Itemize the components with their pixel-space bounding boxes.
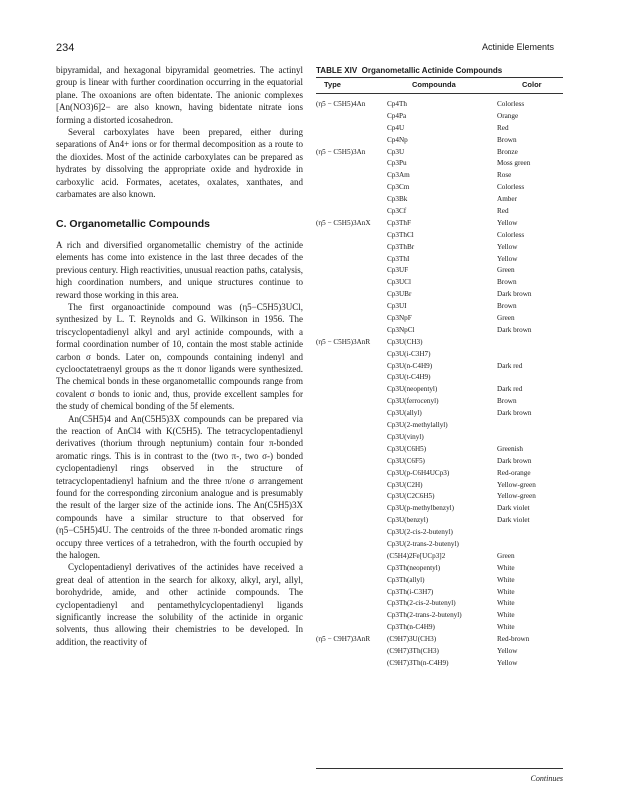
- page-number: 234: [56, 42, 75, 54]
- cell-compound: Cp3UI: [387, 302, 407, 311]
- table-row: [316, 397, 563, 409]
- cell-compound: (C5H4)2Fe[UCp3]2: [387, 551, 446, 560]
- table-row: [316, 576, 563, 588]
- continues-note: Continues: [530, 774, 563, 783]
- header-type: Type: [324, 80, 341, 89]
- table-row: [316, 469, 563, 481]
- table-title: [316, 66, 502, 75]
- cell-compound: Cp3U(n-C4H9): [387, 361, 433, 370]
- table-row: [316, 112, 563, 124]
- paragraph: bipyramidal, and hexagonal bipyramidal geometries. The actinyl group is linear with further coordination occurring in the equatorial plane. The oxoanions are often bidentate. The anionic complexes [An(NO3)6]2− are also known, having bidentate nitrate ions forming a distorted icosahedron.: [56, 65, 303, 125]
- cell-type: (η5 − C5H5)3An: [316, 147, 366, 156]
- cell-compound: Cp3Th(neopentyl): [387, 563, 441, 572]
- cell-compound: Cp4Np: [387, 135, 408, 144]
- table-row: [316, 124, 563, 136]
- cell-color: Yellow: [497, 646, 518, 655]
- cell-color: White: [497, 599, 515, 608]
- table-row: [316, 350, 563, 362]
- table-row: [316, 481, 563, 493]
- cell-compound: Cp3U(CH3): [387, 337, 423, 346]
- cell-compound: (C9H7)3Th(n-C4H9): [387, 658, 449, 667]
- cell-compound: (C9H7)3U(CH3): [387, 635, 437, 644]
- table-row: [316, 100, 563, 112]
- cell-compound: Cp3U(vinyl): [387, 432, 424, 441]
- cell-color: Brown: [497, 278, 517, 287]
- table-row: [316, 516, 563, 528]
- cell-color: Red-orange: [497, 468, 531, 477]
- cell-color: White: [497, 611, 515, 620]
- header-color: Color: [522, 80, 542, 89]
- cell-compound: Cp3UCl: [387, 278, 411, 287]
- cell-color: White: [497, 575, 515, 584]
- cell-color: Yellow: [497, 254, 518, 263]
- cell-color: Yellow-green: [497, 480, 536, 489]
- table-row: [316, 136, 563, 148]
- cell-color: Green: [497, 266, 515, 275]
- cell-compound: Cp3U(neopentyl): [387, 385, 438, 394]
- table-row: [316, 647, 563, 659]
- cell-compound: Cp3U: [387, 147, 405, 156]
- running-title: Actinide Elements: [481, 42, 554, 52]
- table-label: TABLE XIV: [316, 66, 358, 75]
- cell-compound: Cp3NpF: [387, 314, 412, 323]
- cell-compound: Cp3U(2-cis-2-butenyl): [387, 528, 453, 537]
- header-compound: Compounda: [412, 80, 456, 89]
- table-row: [316, 255, 563, 267]
- cell-color: Dark brown: [497, 409, 532, 418]
- table-row: [316, 266, 563, 278]
- cell-compound: Cp3Th(i-C3H7): [387, 587, 434, 596]
- table-row: [316, 552, 563, 564]
- cell-color: Moss green: [497, 159, 531, 168]
- cell-compound: Cp3ThCl: [387, 230, 414, 239]
- paragraph: An(C5H5)4 and An(C5H5)3X compounds can be prepared via the reaction of AnCl4 with K(C5H5). The tetracyclopentadienyl derivatives (thorium through neptunium) contain four π-bonded aromatic rings. This is in contrast to the (two π-, two σ-) bonded cyclopentadienyl rings observed in the structure of tetracyclopentadienyl hafnium and the three π/one σ arrangement found for the corresponding zirconium analogue and is presumably the result of the larger size of the actinide ions. The An(C5H5)3X compounds have a similar structure to that observed for (η5−C5H5)4U. The centroids of the three π-bonded aromatic rings occupy three vertices of a tetrahedron, with the fourth occupied by the halogen.: [56, 413, 303, 561]
- table-row: [316, 599, 563, 611]
- table-row: [316, 302, 563, 314]
- cell-compound: Cp3Th(allyl): [387, 575, 425, 584]
- cell-compound: Cp4U: [387, 123, 405, 132]
- cell-color: Dark red: [497, 385, 523, 394]
- cell-color: Green: [497, 551, 515, 560]
- cell-color: Amber: [497, 195, 517, 204]
- cell-color: Dark violet: [497, 504, 530, 513]
- cell-compound: Cp3U(p-methylbenzyl): [387, 504, 455, 513]
- cell-compound: Cp3U(benzyl): [387, 516, 429, 525]
- paragraph: Cyclopentadienyl derivatives of the actinides have received a great deal of attention in the search for alkoxy, alkyl, aryl, allyl, borohydride, amide, and other actinide compounds. The cyclopentadienyl and pentamethylcyclopentadienyl ligands significantly increase the solubility of the actinide in organic solvents, thus allowing their chemistries to be developed. In addition, the reactivity of: [56, 562, 303, 647]
- cell-compound: Cp3UF: [387, 266, 409, 275]
- cell-compound: Cp3ThF: [387, 218, 411, 227]
- table-row: [316, 314, 563, 326]
- cell-color: Dark red: [497, 361, 523, 370]
- cell-color: Rose: [497, 171, 512, 180]
- cell-compound: Cp3NpCl: [387, 325, 415, 334]
- paragraph: Several carboxylates have been prepared, either during separations of An4+ ions or for thermal decomposition as a route to the dioxides. Most of the actinide carboxylates can be prepared as hydrates by dissolving the appropriate oxide and hydroxide in carboxylic acid. Formates, acetates, oxalates, xanthates, and carbamates are also known.: [56, 127, 303, 200]
- cell-color: Red-brown: [497, 635, 530, 644]
- cell-compound: Cp3U(allyl): [387, 409, 422, 418]
- cell-compound: Cp3Am: [387, 171, 410, 180]
- paragraph: The first organoactinide compound was (η5−C5H5)3UCl, synthesized by L. T. Reynolds and G. Wilkinson in 1956. The triscyclopentadienyl alkyl and aryl actinide compounds, with a formal coordination number of 10, contain the most stable actinide carbon σ bonds. Later on, compounds containing indenyl and cyclooctatetraenyl groups as the π donor ligands were synthesized. The chemical bonds in these organometallic compounds range from covalent σ bonds to ionic and, thus, provide excellent samples for the study of chemical bonding of the 5f elements.: [56, 301, 303, 412]
- cell-compound: Cp3U(2-methylallyl): [387, 421, 448, 430]
- cell-type: (η5 − C5H5)4An: [316, 100, 366, 108]
- cell-compound: Cp3U(i-C3H7): [387, 349, 431, 358]
- cell-color: Red: [497, 123, 509, 132]
- table-row: [316, 409, 563, 421]
- table-top-rule: [316, 77, 563, 78]
- cell-compound: (C9H7)3Th(CH3): [387, 646, 439, 655]
- table-header-rule: [316, 93, 563, 94]
- cell-compound: Cp3U(t-C4H9): [387, 373, 431, 382]
- table-row: [316, 659, 563, 671]
- cell-color: Dark brown: [497, 290, 532, 299]
- table-row: [316, 528, 563, 540]
- cell-compound: Cp3Cf: [387, 207, 407, 216]
- cell-color: Colorless: [497, 230, 525, 239]
- table-row: [316, 171, 563, 183]
- cell-compound: Cp3Bk: [387, 195, 408, 204]
- cell-compound: Cp3Th(2-cis-2-butenyl): [387, 599, 456, 608]
- cell-color: White: [497, 623, 515, 632]
- cell-compound: Cp3Pu: [387, 159, 407, 168]
- cell-compound: Cp3ThI: [387, 254, 410, 263]
- table-row: [316, 504, 563, 516]
- cell-color: Yellow-green: [497, 492, 536, 501]
- cell-compound: Cp3U(p-C6H4UCp3): [387, 468, 450, 477]
- table-row: [316, 148, 563, 160]
- cell-color: Brown: [497, 397, 517, 406]
- table-row: [316, 159, 563, 171]
- cell-compound: Cp3U(C2H): [387, 480, 423, 489]
- table-row: [316, 623, 563, 635]
- table-row: [316, 231, 563, 243]
- cell-color: Colorless: [497, 100, 525, 108]
- table-row: [316, 290, 563, 302]
- table-row: [316, 445, 563, 457]
- cell-color: Dark violet: [497, 516, 530, 525]
- table-row: [316, 457, 563, 469]
- section-heading: C. Organometallic Compounds: [56, 218, 211, 231]
- cell-color: Yellow: [497, 242, 518, 251]
- table-row: [316, 635, 563, 647]
- cell-compound: Cp4Pa: [387, 111, 407, 120]
- table-row: [316, 278, 563, 290]
- cell-compound: Cp3Th(2-trans-2-butenyl): [387, 611, 462, 620]
- table-row: [316, 207, 563, 219]
- cell-compound: Cp3U(C6H5): [387, 444, 427, 453]
- cell-compound: Cp4Th: [387, 100, 407, 108]
- table-row: [316, 219, 563, 231]
- table-row: [316, 362, 563, 374]
- cell-type: (η5 − C5H5)3AnR: [316, 337, 371, 346]
- table-caption: Organometallic Actinide Compounds: [361, 66, 503, 75]
- cell-compound: Cp3UBr: [387, 290, 412, 299]
- table-row: [316, 540, 563, 552]
- table-row: [316, 433, 563, 445]
- table-row: [316, 338, 563, 350]
- table-row: [316, 183, 563, 195]
- cell-compound: Cp3Cm: [387, 183, 410, 192]
- table-bottom-rule: [316, 768, 563, 769]
- cell-color: Colorless: [497, 183, 525, 192]
- cell-color: Orange: [497, 111, 519, 120]
- table-row: [316, 195, 563, 207]
- table-row: [316, 243, 563, 255]
- cell-color: White: [497, 587, 515, 596]
- table-row: [316, 421, 563, 433]
- cell-color: Yellow: [497, 658, 518, 667]
- table-row: [316, 326, 563, 338]
- table-row: [316, 373, 563, 385]
- cell-color: Greenish: [497, 444, 523, 453]
- cell-color: Dark brown: [497, 325, 532, 334]
- cell-color: Dark brown: [497, 456, 532, 465]
- left-column: [56, 64, 303, 648]
- table-row: [316, 564, 563, 576]
- cell-color: Green: [497, 314, 515, 323]
- table-body: [316, 100, 563, 671]
- cell-type: (η5 − C9H7)3AnR: [316, 635, 371, 644]
- cell-compound: Cp3ThBr: [387, 242, 415, 251]
- cell-type: (η5 − C5H5)3AnX: [316, 218, 371, 227]
- table-row: [316, 385, 563, 397]
- paragraph: A rich and diversified organometallic chemistry of the actinide elements has come into existence in the last three decades of the previous century. High reactivities, unusual reaction paths, catalysis, high coordination numbers, and unique structures continue to reward those working in this area.: [56, 239, 303, 300]
- cell-color: Brown: [497, 302, 517, 311]
- cell-compound: Cp3Th(n-C4H9): [387, 623, 435, 632]
- cell-compound: Cp3U(C2C6H5): [387, 492, 435, 501]
- table-row: [316, 492, 563, 504]
- cell-color: White: [497, 563, 515, 572]
- cell-color: Red: [497, 207, 509, 216]
- cell-color: Yellow: [497, 218, 518, 227]
- cell-color: Bronze: [497, 147, 518, 156]
- cell-compound: Cp3U(2-trans-2-butenyl): [387, 539, 459, 548]
- table-row: [316, 588, 563, 600]
- cell-compound: Cp3U(ferrocenyl): [387, 397, 439, 406]
- cell-compound: Cp3U(C6F5): [387, 456, 425, 465]
- cell-color: Brown: [497, 135, 517, 144]
- table-row: [316, 611, 563, 623]
